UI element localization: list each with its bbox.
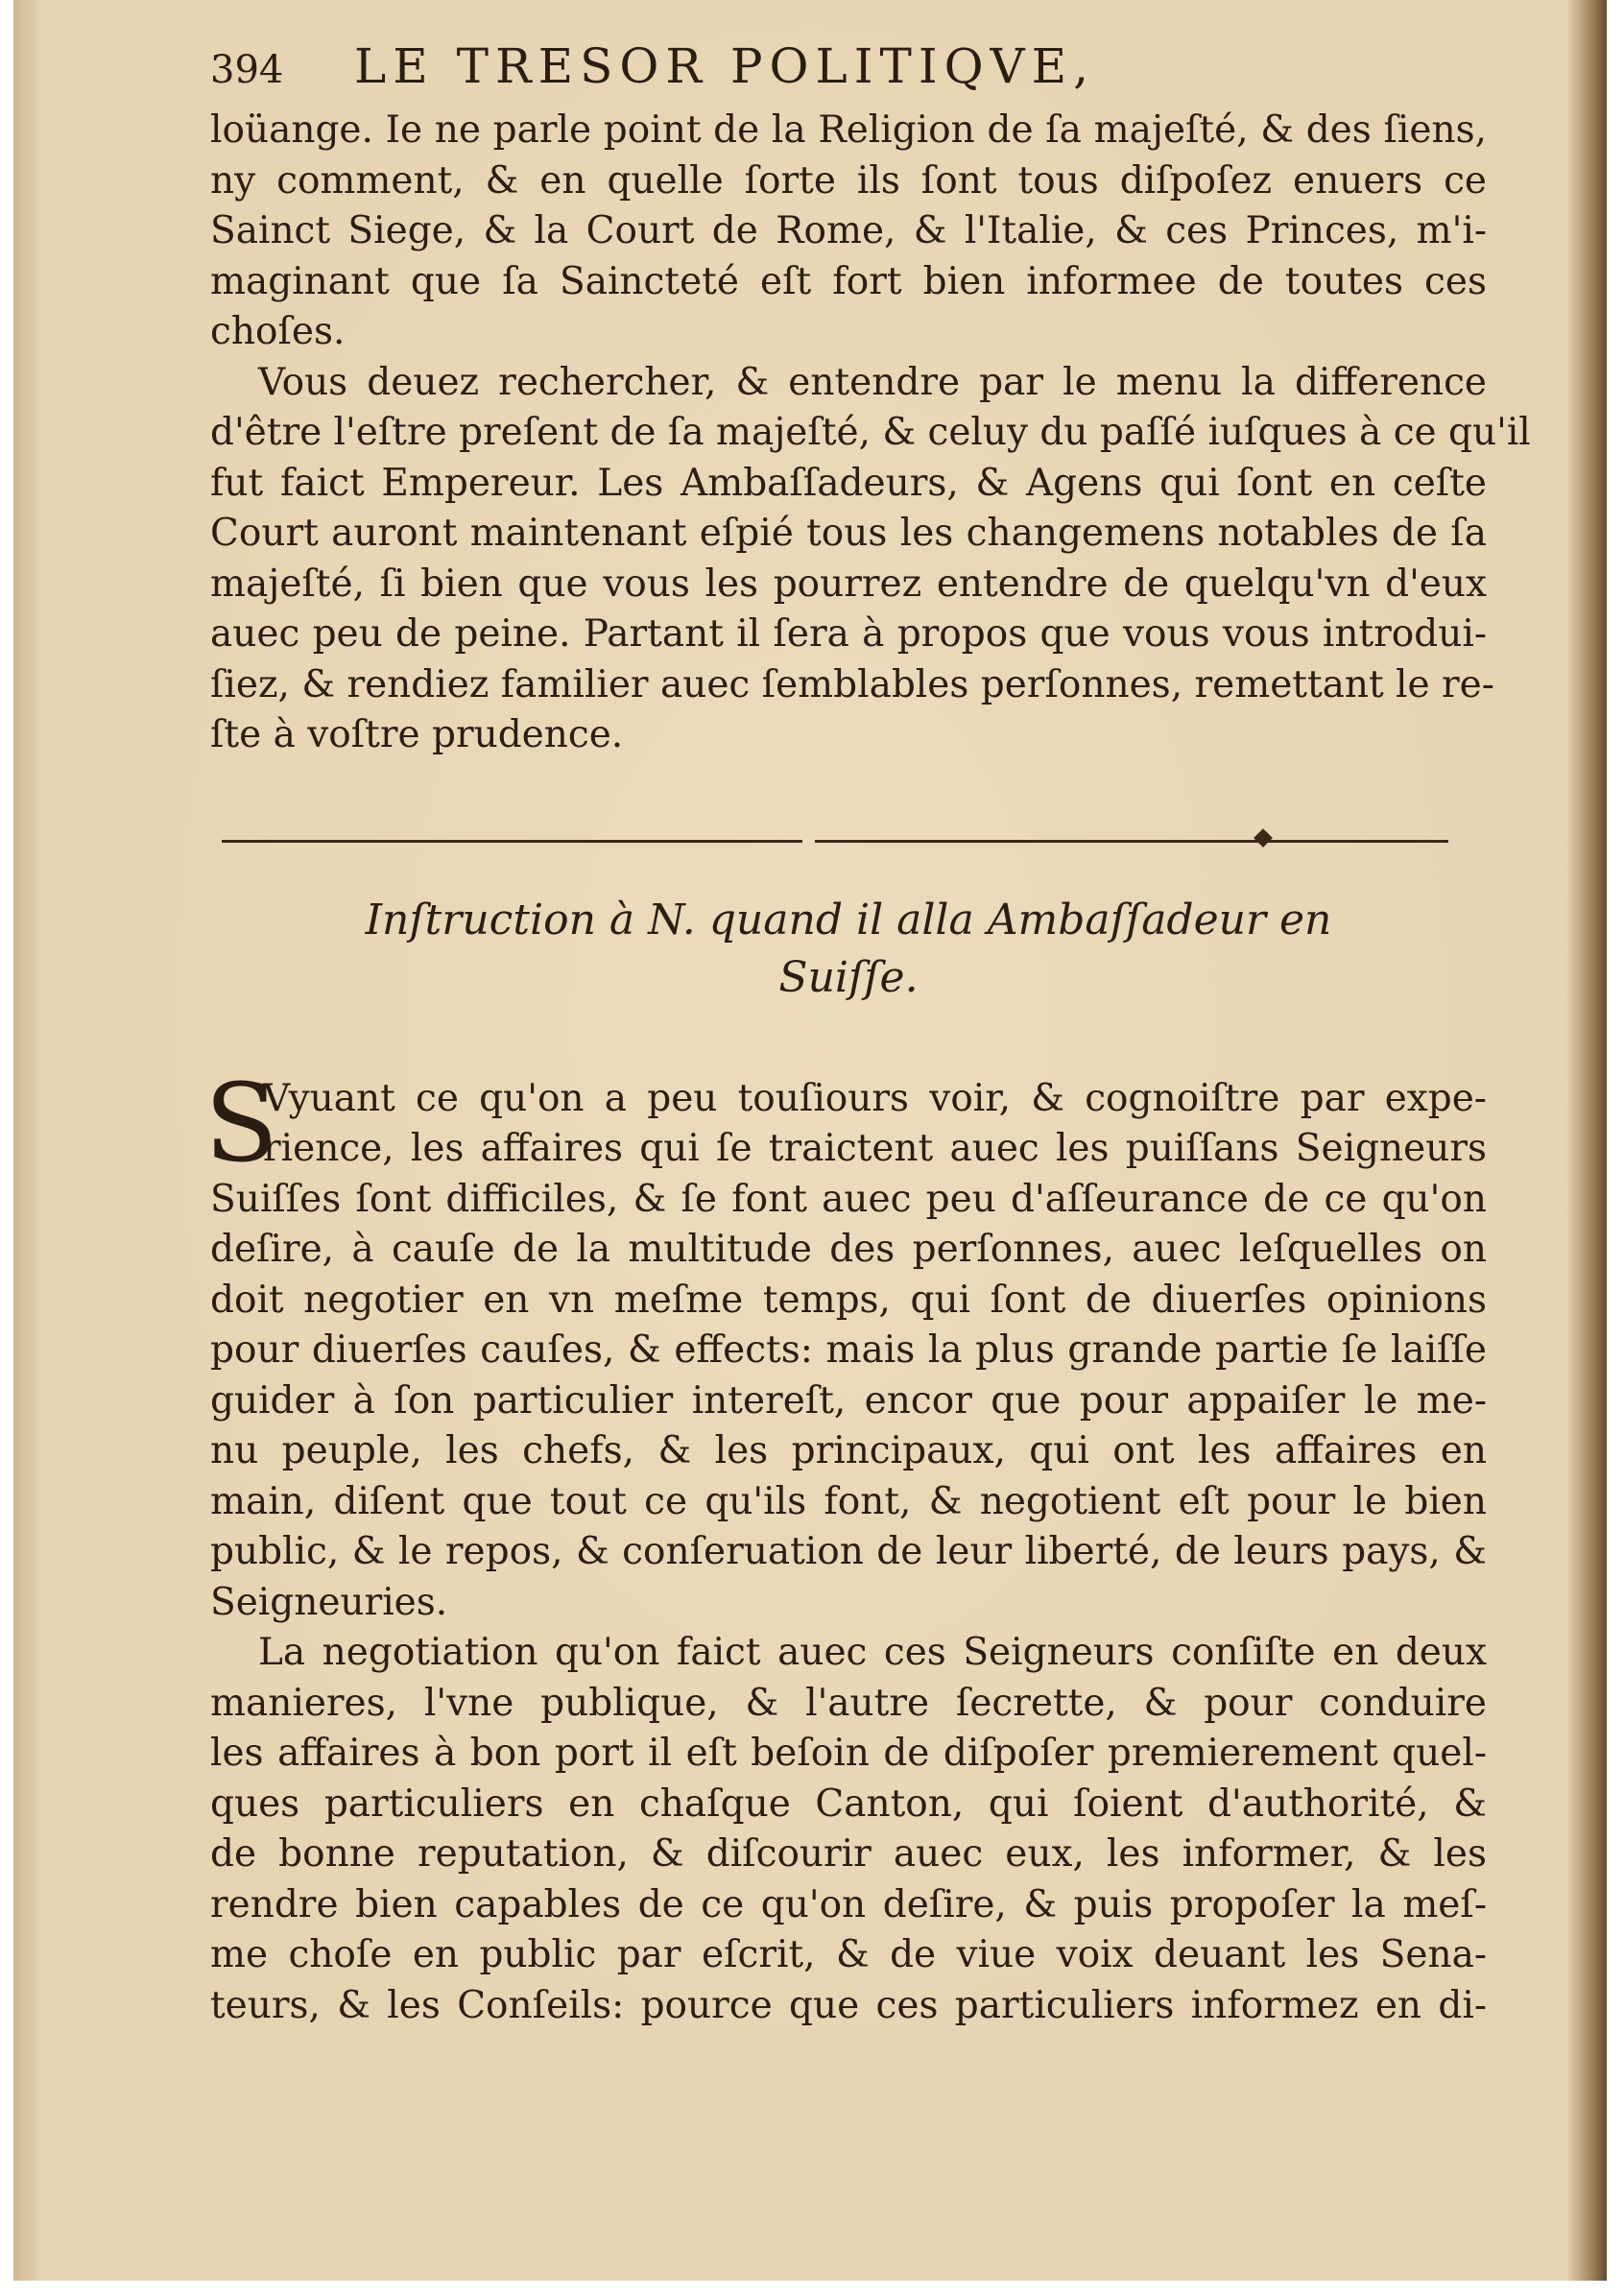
book-page — [13, 0, 1607, 2281]
text-line: Suiſſes ſont difficiles, & ſe font auec peu d'aſſeurance de ce qu'on — [210, 1177, 1487, 1221]
text-line: doit negotier en vn meſme temps, qui ſont de diuerſes opinions — [210, 1278, 1487, 1322]
text-line: rendre bien capables de ce qu'on deſire, & puis propoſer la meſ- — [210, 1882, 1487, 1926]
text-line: Vous deuez rechercher, & entendre par le menu la difference — [258, 360, 1487, 404]
page-spine-shadow — [1566, 0, 1607, 2281]
page-header — [210, 38, 1487, 106]
text-line: ſiez, & rendiez familier auec ſemblables perſonnes, remettant le re- — [210, 662, 1494, 706]
text-line: d'être l'eſtre preſent de ſa majeſté, & celuy du paſſé iuſques à ce qu'il — [210, 411, 1531, 454]
drop-cap: S — [204, 1061, 278, 1186]
text-line: rience, les affaires qui ſe traictent auec les puiſſans Seigneurs — [263, 1127, 1487, 1170]
section-heading — [210, 892, 1487, 1007]
text-line: Court auront maintenant eſpié tous les changemens notables de ſa — [210, 512, 1487, 555]
page-number: 394 — [210, 48, 284, 92]
text-line: choſes. — [210, 310, 346, 353]
text-line: ny comment, & en quelle ſorte ils ſont tous diſpoſez enuers ce — [210, 158, 1487, 203]
text-line: main, diſent que tout ce qu'ils font, & negotient eſt pour le bien — [210, 1479, 1487, 1523]
text-line: pour diuerſes cauſes, & effects: mais la plus grande partie ſe laiſſe — [210, 1328, 1487, 1372]
text-line: ques particuliers en chaſque Canton, qui ſoient d'authorité, & — [210, 1782, 1487, 1826]
text-line: La negotiation qu'on faict auec ces Seigneurs conſiſte en deux — [258, 1631, 1487, 1674]
paragraph-2 — [210, 358, 1531, 761]
text-line: majeſté, ſi bien que vous les pourrez entendre de quelqu'vn d'eux — [210, 562, 1487, 606]
section-divider — [210, 761, 1487, 892]
text-line: me choſe en public par eſcrit, & de viue voix deuant les Sena- — [210, 1933, 1487, 1976]
text-line: public, & le repos, & conſeruation de leur liberté, de leurs pays, & — [210, 1530, 1487, 1573]
text-line: de bonne reputation, & diſcourir auec eux, les informer, & les — [210, 1832, 1487, 1876]
section-heading-line: Suiſſe. — [778, 952, 919, 1002]
text-line: nu peuple, les chefs, & les principaux, qui ont les affaires en — [210, 1429, 1487, 1472]
text-line: Vyuant ce qu'on a peu touſiours voir, & cognoiſtre par expe- — [263, 1076, 1487, 1120]
text-line: Seigneuries. — [210, 1580, 448, 1624]
text-line: manieres, l'vne publique, & l'autre ſecrette, & pour conduire — [210, 1681, 1487, 1725]
text-line: loüange. Ie ne parle point de la Religion de ſa majeſté, & des ſiens, — [210, 108, 1487, 152]
text-line: les affaires à bon port il eſt beſoin de diſpoſer premierement quel- — [210, 1732, 1487, 1775]
text-block — [204, 38, 1531, 2031]
paragraph-4 — [210, 1628, 1487, 2031]
text-line: fut faict Empereur. Les Ambaſſadeurs, & Agens qui ſont en ceſte — [210, 461, 1487, 505]
text-line: teurs, & les Conſeils: pource que ces particuliers informez en di- — [210, 1983, 1487, 2027]
text-line: guider à ſon particulier intereſt, encor que pour appaiſer le me- — [210, 1378, 1487, 1423]
paragraph-3 — [204, 1061, 1487, 1629]
text-line: auec peu de peine. Partant il ſera à propos que vous vous introdui- — [210, 612, 1487, 656]
paragraph-1 — [210, 106, 1487, 358]
divider-ornament-icon — [1254, 828, 1273, 848]
text-line: maginant que ſa Saincteté eſt fort bien informee de toutes ces — [210, 259, 1487, 303]
running-title: LE TRESOR POLITIQVE, — [354, 38, 1096, 94]
text-line: deſire, à cauſe de la multitude des perſonnes, auec leſquelles on — [210, 1228, 1487, 1271]
divider-rule-left — [222, 840, 802, 843]
divider-rule-right — [815, 840, 1448, 843]
text-line: Sainct Siege, & la Court de Rome, & l'Italie, & ces Princes, m'i- — [210, 209, 1487, 252]
text-line: ſte à voſtre prudence. — [210, 713, 624, 756]
section-heading-line: Inſtruction à N. quand il alla Ambaſſadeur en — [365, 895, 1332, 945]
